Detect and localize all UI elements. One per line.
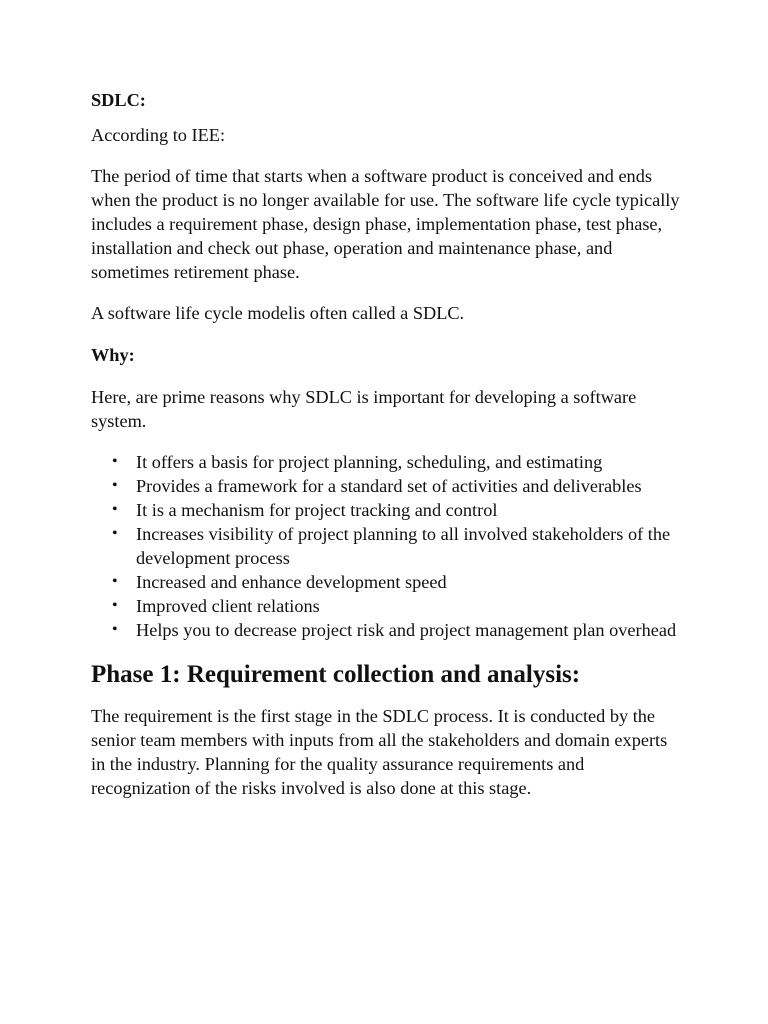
list-item: • It offers a basis for project planning, scheduling, and estimating xyxy=(91,450,681,474)
list-item: • Provides a framework for a standard set of activities and deliverables xyxy=(91,474,681,498)
list-item: • Increased and enhance development speed xyxy=(91,570,681,594)
list-item: • Increases visibility of project planning to all involved stakeholders of the development process xyxy=(91,522,681,570)
heading-sdlc: SDLC: xyxy=(91,90,146,110)
list-item: • Improved client relations xyxy=(91,594,681,618)
phase1-heading: Phase 1: Requirement collection and analysis: xyxy=(91,661,581,688)
according-to-text: According to IEE: xyxy=(91,125,226,145)
list-item: • It is a mechanism for project tracking and control xyxy=(91,498,681,522)
model-note-paragraph: A software life cycle modelis often called a SDLC. xyxy=(91,303,465,323)
why-intro-paragraph: Here, are prime reasons why SDLC is important for developing a software system. xyxy=(91,387,637,431)
heading-why: Why: xyxy=(91,345,135,365)
definition-paragraph: The period of time that starts when a software product is conceived and ends when the product is no longer available for use. The software life cycle typically includes a requirement phase, design phase, implementation phase, test phase, installation and check out phase, operation and maintenance phase, and sometimes retirement phase. xyxy=(91,166,680,282)
phase1-body-paragraph: The requirement is the first stage in the SDLC process. It is conducted by the senior team members with inputs from all the stakeholders and domain experts in the industry. Planning for the quality assurance requirements and recognization of the risks involved is also done at this stage. xyxy=(91,706,668,798)
document-page xyxy=(91,88,681,800)
list-item: • Helps you to decrease project risk and project management plan overhead xyxy=(91,618,681,642)
reasons-list xyxy=(91,450,681,642)
